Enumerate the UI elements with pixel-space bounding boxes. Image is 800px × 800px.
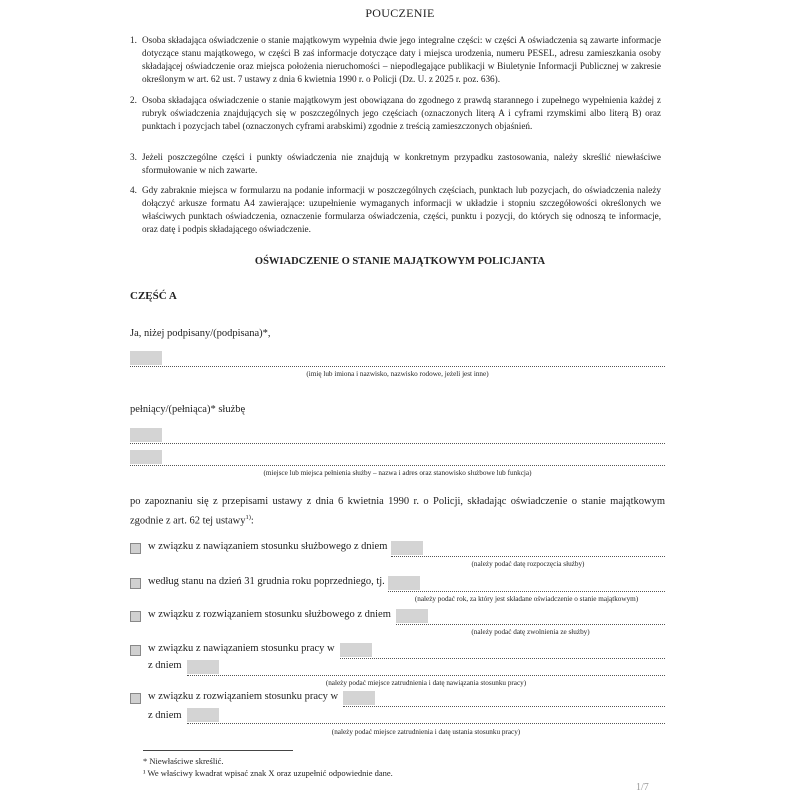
service-dotted-line-2 <box>130 465 665 466</box>
option-5-place-input[interactable] <box>343 691 375 705</box>
option-3-caption: (należy podać datę zwolnienia ze służby) <box>471 628 590 636</box>
option-4-dotted-line-1 <box>340 658 665 659</box>
instruction-number: 4. <box>130 185 137 195</box>
option-5-date-input[interactable] <box>187 708 219 722</box>
option-1-dotted-line <box>391 556 665 557</box>
option-5-label: w związku z rozwiązaniem stosunku pracy w <box>148 691 339 702</box>
footnote-separator <box>143 750 293 751</box>
option-1-label: w związku z nawiązaniem stosunku służbowego z dniem <box>148 541 388 552</box>
option-2-label: według stanu na dzień 31 grudnia roku poprzedniego, tj. <box>148 576 385 587</box>
instruction-text: Osoba składająca oświadczenie o stanie majątkowym jest obowiązana do zgodnego z prawdą starannego i zupełnego wypełnienia każdej z rubryk oświadczenia znajdujących się w poszczególnych jego częściach (oznaczonych literą A i cyframi rzymskimi albo literą B) oraz punktach i pozycjach tabel (oznaczonych cyframi arabskimi) zgodnie z treścią zamieszczonych objaśnień. <box>142 95 661 131</box>
instruction-number: 2. <box>130 95 137 105</box>
instruction-3 <box>130 151 661 177</box>
service-label: pełniący/(pełniąca)* służbę <box>130 404 246 415</box>
service-input-2[interactable] <box>130 450 162 464</box>
option-1-input[interactable] <box>391 541 423 555</box>
declarant-label: Ja, niżej podpisany/(podpisana)*, <box>130 328 271 339</box>
page-number: 1/7 <box>636 782 649 793</box>
footnote-ref: 1) <box>245 514 251 521</box>
option-2-caption: (należy podać rok, za który jest składane oświadczenie o stanie majątkowym) <box>414 595 639 603</box>
instruction-text: Osoba składająca oświadczenie o stanie majątkowym wypełnia dwie jego integralne części: w części A oświadczenia są zawarte informacje dotyczące stanu majątkowego, w części B zaś informacje dotyczące daty i miejsca urodzenia, numeru PESEL, adresu zamieszkania osoby składającej oświadczenie oraz miejsca położenia nieruchomości – niepodlegające publikacji w Biuletynie Informacji Publicznej w zakresie określonym w art. 62 ust. 7 ustawy z dnia 6 kwietnia 1990 r. o Policji (Dz. U. z 2025 r. poz. 636). <box>142 35 661 84</box>
intro-text <box>130 494 665 530</box>
option-2-checkbox[interactable] <box>130 578 141 589</box>
intro-end: : <box>250 515 254 527</box>
part-a-heading: CZĘŚĆ A <box>130 290 177 302</box>
name-input[interactable] <box>130 351 162 365</box>
option-3-label: w związku z rozwiązaniem stosunku służbowego z dniem <box>148 609 391 620</box>
service-dotted-line-1 <box>130 443 665 444</box>
option-5-label-2: z dniem <box>148 710 182 721</box>
instruction-4 <box>130 184 661 236</box>
option-5-caption: (należy podać miejsce zatrudnienia i datę ustania stosunku pracy) <box>331 728 521 736</box>
option-4-dotted-line-2 <box>187 675 665 676</box>
instruction-2 <box>130 94 661 133</box>
option-1-checkbox[interactable] <box>130 543 141 554</box>
name-dotted-line <box>130 366 665 367</box>
option-5-dotted-line-2 <box>187 723 665 724</box>
option-3-checkbox[interactable] <box>130 611 141 622</box>
service-caption: (miejsce lub miejsca pełnienia służby – nazwa i adres oraz stanowisko służbowe lub funkcja) <box>263 469 532 477</box>
footnote-one: ¹ We właściwy kwadrat wpisać znak X oraz uzupełnić odpowiednie dane. <box>143 768 393 778</box>
option-4-label: w związku z nawiązaniem stosunku pracy w <box>148 643 335 654</box>
option-4-checkbox[interactable] <box>130 645 141 656</box>
instruction-text: Jeżeli poszczególne części i punkty oświadczenia nie znajdują w konkretnym przypadku zastosowania, należy skreślić niewłaściwe sformułowanie w nich zawarte. <box>142 152 661 175</box>
instruction-number: 3. <box>130 152 137 162</box>
name-caption: (imię lub imiona i nazwisko, nazwisko rodowe, jeżeli jest inne) <box>306 370 489 378</box>
option-1-caption: (należy podać datę rozpoczęcia służby) <box>471 560 585 568</box>
instruction-1 <box>130 34 661 86</box>
instruction-text: Gdy zabraknie miejsca w formularzu na podanie informacji w poszczególnych częściach, punktach lub pozycjach, do oświadczenia należy dołączyć arkusze formatu A4 zawierające: uzupełnienie wymaganych informacji w układzie i stopniu szczegółowości określonych we właściwych punktach oświadczenia, oznaczenie formularza oświadczenia, części, punktu i pozycji, do których się odnoszą te informacje, oraz datę i podpis składającego oświadczenie. <box>142 185 661 234</box>
option-4-caption: (należy podać miejsce zatrudnienia i datę nawiązania stosunku pracy) <box>325 679 527 687</box>
option-5-dotted-line-1 <box>343 706 665 707</box>
option-2-dotted-line <box>388 591 665 592</box>
option-4-date-input[interactable] <box>187 660 219 674</box>
option-2-input[interactable] <box>388 576 420 590</box>
service-input-1[interactable] <box>130 428 162 442</box>
option-3-input[interactable] <box>396 609 428 623</box>
option-4-place-input[interactable] <box>340 643 372 657</box>
instruction-number: 1. <box>130 35 137 45</box>
form-heading: OŚWIADCZENIE O STANIE MAJĄTKOWYM POLICJANTA <box>254 256 546 267</box>
page-title: POUCZENIE <box>365 6 435 20</box>
option-4-label-2: z dniem <box>148 660 182 671</box>
footnote-star: * Niewłaściwe skreślić. <box>143 756 224 766</box>
option-5-checkbox[interactable] <box>130 693 141 704</box>
option-3-dotted-line <box>396 624 665 625</box>
intro-main: po zapoznaniu się z przepisami ustawy z dnia 6 kwietnia 1990 r. o Policji, składając oświadczenie o stanie majątkowym zgodnie z art. 62 tej ustawy <box>130 496 665 527</box>
